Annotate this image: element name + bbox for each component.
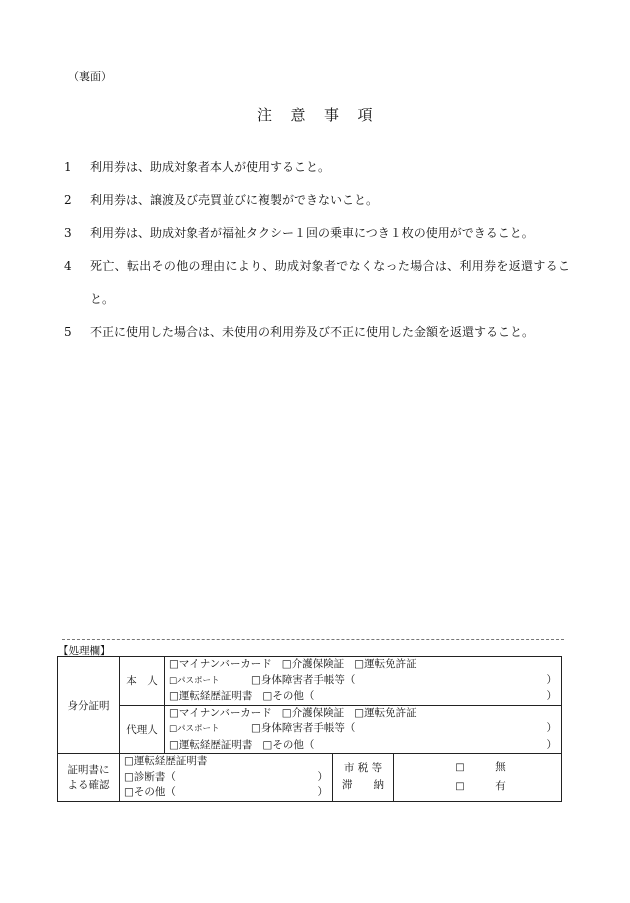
note-number: 3 [64, 226, 72, 240]
tax-arrears-label [333, 754, 394, 802]
note-item [64, 151, 570, 184]
note-number: 2 [64, 193, 72, 207]
note-number: 4 [64, 259, 72, 273]
close-paren: ） [317, 786, 328, 798]
title-char: 注 [256, 106, 273, 124]
cert-options [120, 754, 333, 802]
agent-options [165, 705, 562, 754]
tax-label-line: 滞 納 [342, 779, 384, 792]
title-char: 意 [290, 106, 306, 124]
cert-driving-history-checkbox[interactable]: □運転経歴証明書 [124, 755, 208, 767]
medical-certificate-checkbox[interactable]: □診断書（ [124, 770, 176, 783]
care-insurance-checkbox[interactable]: □介護保険証 [281, 658, 345, 670]
driving-history-checkbox[interactable]: □運転経歴証明書 [169, 738, 253, 751]
note-item [64, 217, 570, 250]
disability-handbook-checkbox[interactable]: □身体障害者手帳等（ [251, 673, 356, 686]
other-checkbox[interactable]: □その他（ [262, 738, 315, 751]
self-label: 本 人 [120, 657, 165, 706]
note-text: 死亡、転出その他の理由により、助成対象者でなくなった場合は、利用券を返還すること。 [90, 259, 570, 306]
self-options [165, 657, 562, 706]
processing-label: 【処理欄】 [58, 645, 111, 657]
tax-none-label: 無 [495, 761, 506, 774]
tax-yes-label: 有 [495, 780, 506, 793]
care-insurance-checkbox[interactable]: □介護保険証 [281, 706, 345, 719]
processing-table [57, 656, 562, 802]
close-paren: ） [546, 690, 557, 702]
note-text: 利用券は、譲渡及び売買並びに複製ができないこと。 [90, 193, 379, 207]
cert-label-line: 証明書に [67, 764, 110, 777]
note-text: 利用券は、助成対象者が福祉タクシー１回の乗車につき１枚の使用ができること。 [90, 226, 534, 240]
close-paren: ） [546, 673, 557, 686]
disability-handbook-checkbox[interactable]: □身体障害者手帳等（ [251, 722, 356, 734]
id-row-agent [58, 705, 562, 754]
cert-other-checkbox[interactable]: □その他（ [124, 786, 176, 798]
back-side-label: （裏面） [68, 70, 112, 83]
id-category-cell: 身分証明 [58, 657, 120, 754]
page-title [0, 104, 630, 125]
mynumber-checkbox[interactable]: □マイナンバーカード [169, 658, 272, 670]
note-item [64, 250, 570, 316]
note-item [64, 184, 570, 217]
passport-checkbox[interactable]: □パスポート [169, 724, 220, 734]
note-text: 不正に使用した場合は、未使用の利用券及び不正に使用した金額を返還すること。 [90, 325, 535, 339]
title-char: 事 [324, 106, 340, 124]
tax-none-checkbox[interactable]: □ [455, 762, 465, 774]
notes-list [64, 151, 570, 349]
tax-status-cell [394, 754, 562, 802]
note-number: 5 [64, 325, 72, 339]
mynumber-checkbox[interactable]: □マイナンバーカード [169, 706, 272, 719]
close-paren: ） [317, 770, 328, 783]
driving-history-checkbox[interactable]: □運転経歴証明書 [169, 690, 253, 702]
close-paren: ） [546, 738, 557, 751]
agent-label: 代理人 [120, 705, 165, 754]
cert-label-line: よる確認 [67, 779, 110, 792]
cert-row [58, 754, 562, 802]
other-checkbox[interactable]: □その他（ [262, 690, 315, 702]
close-paren: ） [546, 722, 557, 734]
dotted-divider [62, 639, 564, 640]
cert-label-cell [58, 754, 120, 802]
drivers-license-checkbox[interactable]: □運転免許証 [354, 658, 417, 670]
passport-checkbox[interactable]: □パスポート [169, 675, 220, 686]
note-text: 利用券は、助成対象者本人が使用すること。 [90, 160, 331, 174]
drivers-license-checkbox[interactable]: □運転免許証 [354, 706, 417, 719]
tax-yes-checkbox[interactable]: □ [455, 781, 465, 793]
note-item [64, 316, 570, 349]
id-row-self [58, 657, 562, 706]
tax-label-line: 市 税 等 [343, 762, 383, 775]
note-number: 1 [64, 160, 72, 174]
title-char: 項 [357, 106, 374, 124]
